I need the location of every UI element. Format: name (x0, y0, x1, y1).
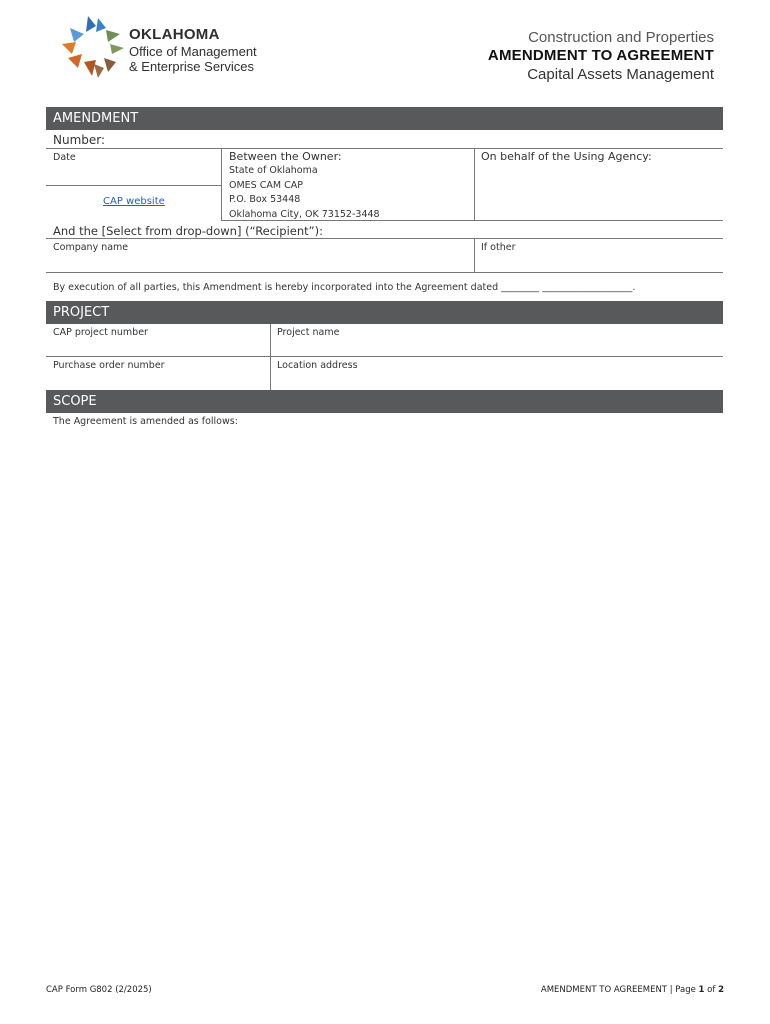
star-logo-icon (62, 16, 124, 78)
purchase-order-label[interactable]: Purchase order number (53, 360, 165, 371)
date-label[interactable]: Date (53, 152, 76, 163)
divider (46, 238, 723, 239)
project-heading: PROJECT (46, 301, 723, 324)
page-current: 1 (698, 985, 705, 995)
cap-project-number-label[interactable]: CAP project number (53, 327, 148, 338)
divider (46, 272, 723, 273)
divider (474, 148, 475, 220)
amendment-heading: AMENDMENT (46, 107, 723, 130)
divider (221, 220, 723, 221)
cap-website-link[interactable]: CAP website (103, 196, 165, 207)
using-agency-label[interactable]: On behalf of the Using Agency: (481, 150, 652, 163)
divider (46, 356, 723, 357)
incorporation-text: By execution of all parties, this Amendment is hereby incorporated into the Agreement dated ________ ___________________. (53, 282, 636, 293)
owner-address-line: P.O. Box 53448 (229, 194, 301, 205)
scope-intro[interactable]: The Agreement is amended as follows: (53, 416, 238, 427)
date-underline (46, 185, 221, 186)
owner-address-line: State of Oklahoma (229, 165, 318, 176)
divider (221, 148, 222, 220)
org-name-line1: OKLAHOMA (129, 26, 220, 43)
department-title: Capital Assets Management (527, 66, 714, 83)
owner-address-line: OMES CAM CAP (229, 179, 303, 191)
location-address-label[interactable]: Location address (277, 360, 358, 371)
number-label: Number: (53, 133, 106, 147)
org-name-line2: Office of Management (129, 44, 257, 59)
page-of: of (707, 985, 716, 995)
omes-logo (58, 14, 128, 80)
if-other-label[interactable]: If other (481, 242, 516, 253)
page-total: 2 (718, 985, 724, 995)
scope-heading: SCOPE (46, 390, 723, 413)
document-title: AMENDMENT TO AGREEMENT (487, 47, 714, 64)
divider (474, 238, 475, 272)
company-name-label[interactable]: Company name (53, 242, 129, 253)
page-indicator (541, 985, 724, 995)
owner-address-line: Oklahoma City, OK 73152-3448 (229, 208, 380, 220)
owner-label: Between the Owner: (229, 150, 342, 163)
page-title: AMENDMENT TO AGREEMENT | Page (540, 985, 696, 995)
project-name-label[interactable]: Project name (277, 327, 340, 338)
org-name-line3: & Enterprise Services (129, 59, 254, 74)
division-title: Construction and Properties (528, 29, 714, 46)
recipient-label[interactable]: And the [Select from drop-down] (“Recipient”): (53, 224, 323, 238)
form-id: CAP Form G802 (2/2025) (46, 985, 152, 995)
divider (46, 148, 723, 149)
